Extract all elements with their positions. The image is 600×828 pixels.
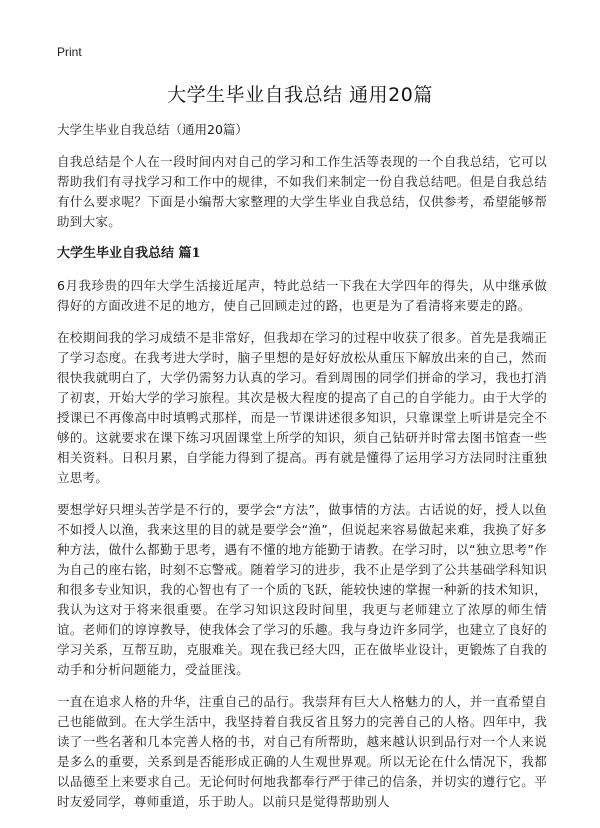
article-subtitle: 大学生毕业自我总结（通用20篇） <box>57 122 248 137</box>
body-paragraph-1: 6月我珍贵的四年大学生活接近尾声，特此总结一下我在大学四年的得失，从中继承做得好的方面改进不足的地方，使自己回顾走过的路，也更是为了看清将来要走的路。 <box>57 278 547 313</box>
section-heading: 大学生毕业自我总结 篇1 <box>57 246 201 261</box>
body-paragraph-4: 一直在追求人格的升华，注重自己的品行。我崇拜有巨大人格魅力的人，并一直希望自己也能做到。在大学生活中，我坚持着自我反省且努力的完善自己的人格。四年中，我读了一些名著和几本完善人格的书，对自己有所帮助，越来越认识到品行对一个人来说是多么的重要，关系到是否能形成正确的人生观世界观。所以无论在什么情况下，我都以品德至上来要求自己。无论何时何地我都奉行严于律己的信条，并切实的遵行它。平时友爱同学，尊师重道，乐于助人。以前只是觉得帮助别人 <box>57 694 547 809</box>
body-paragraph-2: 在校期间我的学习成绩不是非常好，但我却在学习的过程中收获了很多。首先是我端正了学习态度。在我考进大学时，脑子里想的是好好放松从重压下解放出来的自己，然而很快我就明白了，大学仍需努力认真的学习。看到周围的同学们拼命的学习，我也打消了初衷，开始大学的学习旅程。其次是极大程度的提高了自己的自学能力。由于大学的授课已不再像高中时填鸭式那样，而是一节课讲述很多知识，只靠课堂上听讲是完全不够的。这就要求在课下练习巩固课堂上所学的知识，须自己钻研并时常去图书馆查一些相关资料。日积月累，自学能力得到了提高。再有就是懂得了运用学习方法同时注重独立思考。 <box>57 330 547 485</box>
print-link[interactable]: Print <box>57 45 82 59</box>
article-body <box>57 120 547 824</box>
page-title: 大学生毕业自我总结 通用20篇 <box>167 84 433 106</box>
body-paragraph-3: 要想学好只埋头苦学是不行的，要学会“方法”，做事情的方法。古话说的好，授人以鱼不如授人以渔，我来这里的目的就是要学会“渔”，但说起来容易做起来难，我换了好多种方法，做什么都勤于思考，遇有不懂的地方能勤于请教。在学习时，以“独立思考”作为自己的座右铭，时刻不忘警戒。随着学习的进步，我不止是学到了公共基础学科知识和很多专业知识，我的心智也有了一个质的飞跃，能较快速的掌握一种新的技术知识，我认为这对于将来很重要。在学习知识这段时间里，我更与老师建立了浓厚的师生情谊。老师们的谆谆教导，使我体会了学习的乐趣。我与身边许多同学，也建立了良好的学习关系，互帮互助，克服难关。现在我已经大四，正在做毕业设计，更锻炼了自我的动手和分析问题能力，受益匪浅。 <box>57 502 547 677</box>
intro-paragraph: 自我总结是个人在一段时间内对自己的学习和工作生活等表现的一个自我总结，它可以帮助我们有寻找学习和工作中的规律，不如我们来制定一份自我总结吧。但是自我总结有什么要求呢？下面是小编帮大家整理的大学生毕业自我总结，仅供参考，希望能够帮助到大家。 <box>57 154 547 229</box>
